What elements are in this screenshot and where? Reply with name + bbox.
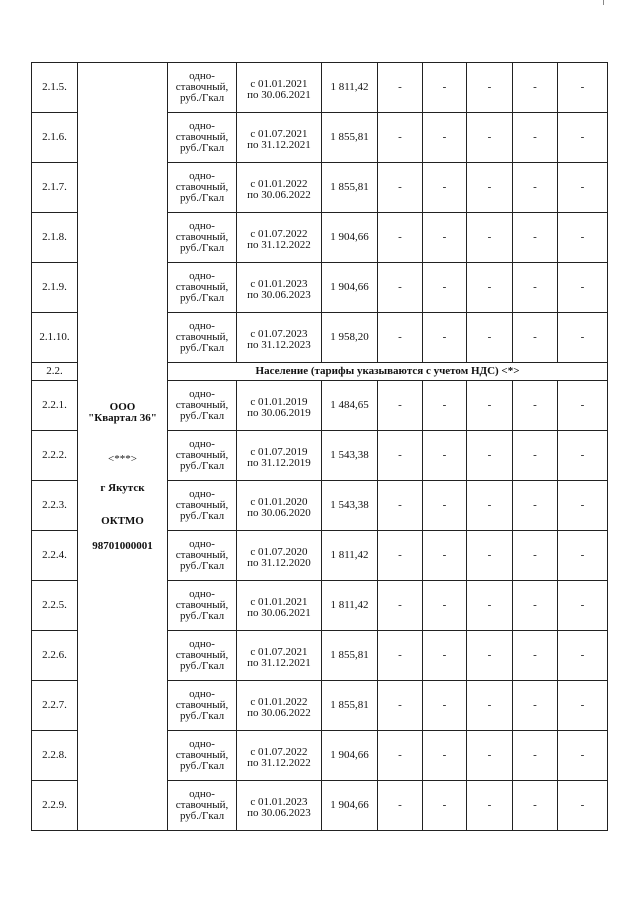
tariff-type-cell xyxy=(168,381,237,431)
tariff-type-line: руб./Гкал xyxy=(179,559,225,572)
tariff-type-line: ставочный, xyxy=(175,748,229,761)
tariff-type-line: руб./Гкал xyxy=(179,409,225,422)
row-number: 2.1.7. xyxy=(32,163,78,213)
tariff-value: 1 811,42 xyxy=(322,63,378,113)
tariff-type-line: руб./Гкал xyxy=(179,241,225,254)
empty-value-cell: - xyxy=(378,681,423,731)
tariff-type-cell xyxy=(168,263,237,313)
period-from: с 01.01.2019 xyxy=(250,395,308,408)
tariff-type-line: одно- xyxy=(189,169,215,182)
holder-city: г Якутск xyxy=(100,481,145,494)
period-from: с 01.01.2022 xyxy=(250,177,308,190)
empty-value-cell: - xyxy=(423,163,467,213)
tariff-type-cell xyxy=(168,431,237,481)
empty-value-cell: - xyxy=(558,263,608,313)
holder-note: <***> xyxy=(108,452,137,465)
row-number: 2.2.4. xyxy=(32,531,78,581)
tariff-type-line: ставочный, xyxy=(175,648,229,661)
row-number: 2.2.2. xyxy=(32,431,78,481)
empty-value-cell: - xyxy=(423,263,467,313)
empty-value-cell: - xyxy=(513,731,558,781)
empty-value-cell: - xyxy=(467,781,513,831)
tariff-value: 1 958,20 xyxy=(322,313,378,363)
row-number: 2.1.5. xyxy=(32,63,78,113)
period-cell xyxy=(237,481,322,531)
tariff-type-line: руб./Гкал xyxy=(179,659,225,672)
period-from: с 01.01.2022 xyxy=(250,695,308,708)
holder-name: "Квартал 36" xyxy=(88,411,157,424)
period-to: по 30.06.2022 xyxy=(247,188,311,201)
tariff-type-cell xyxy=(168,313,237,363)
tariff-type-line: одно- xyxy=(189,687,215,700)
empty-value-cell: - xyxy=(467,631,513,681)
period-from: с 01.01.2021 xyxy=(250,77,308,90)
holder-org: ООО xyxy=(109,400,136,413)
row-number: 2.2.7. xyxy=(32,681,78,731)
period-to: по 31.12.2019 xyxy=(247,456,311,469)
empty-value-cell: - xyxy=(558,313,608,363)
period-to: по 31.12.2022 xyxy=(247,238,311,251)
empty-value-cell: - xyxy=(423,63,467,113)
empty-value-cell: - xyxy=(558,731,608,781)
period-cell xyxy=(237,431,322,481)
tariff-type-line: одно- xyxy=(189,119,215,132)
tariff-value: 1 811,42 xyxy=(322,581,378,631)
empty-value-cell: - xyxy=(423,313,467,363)
tariff-type-line: ставочный, xyxy=(175,230,229,243)
tariff-value: 1 484,65 xyxy=(322,381,378,431)
row-number: 2.1.9. xyxy=(32,263,78,313)
empty-value-cell: - xyxy=(513,681,558,731)
empty-value-cell: - xyxy=(558,681,608,731)
empty-value-cell: - xyxy=(558,481,608,531)
tariff-type-line: ставочный, xyxy=(175,498,229,511)
empty-value-cell: - xyxy=(513,481,558,531)
empty-value-cell: - xyxy=(558,381,608,431)
period-to: по 30.06.2020 xyxy=(247,506,311,519)
tariff-value: 1 904,66 xyxy=(322,213,378,263)
tariff-type-cell xyxy=(168,681,237,731)
tariff-type-line: руб./Гкал xyxy=(179,509,225,522)
tariff-type-line: руб./Гкал xyxy=(179,809,225,822)
empty-value-cell: - xyxy=(467,213,513,263)
empty-value-cell: - xyxy=(513,781,558,831)
period-cell xyxy=(237,731,322,781)
period-cell xyxy=(237,381,322,431)
tariff-type-line: ставочный, xyxy=(175,398,229,411)
section-number: 2.2. xyxy=(32,363,78,381)
tariff-value: 1 543,38 xyxy=(322,481,378,531)
tariff-value: 1 904,66 xyxy=(322,731,378,781)
empty-value-cell: - xyxy=(423,213,467,263)
empty-value-cell: - xyxy=(378,781,423,831)
row-number: 2.2.6. xyxy=(32,631,78,681)
period-from: с 01.07.2021 xyxy=(250,127,308,140)
tariff-type-line: ставочный, xyxy=(175,330,229,343)
tariff-type-cell xyxy=(168,731,237,781)
tariff-type-line: одно- xyxy=(189,637,215,650)
tariff-type-line: одно- xyxy=(189,69,215,82)
holder-oktmo-code: 98701000001 xyxy=(92,539,153,552)
tariff-type-line: ставочный, xyxy=(175,798,229,811)
tariff-type-cell xyxy=(168,781,237,831)
empty-value-cell: - xyxy=(467,381,513,431)
period-to: по 31.12.2020 xyxy=(247,556,311,569)
period-cell xyxy=(237,63,322,113)
period-from: с 01.07.2022 xyxy=(250,227,308,240)
period-from: с 01.07.2019 xyxy=(250,445,308,458)
period-from: с 01.01.2020 xyxy=(250,495,308,508)
tariff-type-line: одно- xyxy=(189,737,215,750)
tariff-type-line: ставочный, xyxy=(175,698,229,711)
empty-value-cell: - xyxy=(467,681,513,731)
empty-value-cell: - xyxy=(513,63,558,113)
tariff-type-line: руб./Гкал xyxy=(179,91,225,104)
period-cell xyxy=(237,581,322,631)
empty-value-cell: - xyxy=(513,631,558,681)
period-cell xyxy=(237,781,322,831)
period-to: по 31.12.2021 xyxy=(247,138,311,151)
tariff-type-line: одно- xyxy=(189,587,215,600)
period-from: с 01.07.2022 xyxy=(250,745,308,758)
tariff-value: 1 811,42 xyxy=(322,531,378,581)
tariff-type-line: одно- xyxy=(189,437,215,450)
empty-value-cell: - xyxy=(378,631,423,681)
empty-value-cell: - xyxy=(513,213,558,263)
empty-value-cell: - xyxy=(467,113,513,163)
empty-value-cell: - xyxy=(378,531,423,581)
empty-value-cell: - xyxy=(423,681,467,731)
tariff-type-line: ставочный, xyxy=(175,180,229,193)
empty-value-cell: - xyxy=(467,481,513,531)
empty-value-cell: - xyxy=(378,431,423,481)
period-from: с 01.07.2020 xyxy=(250,545,308,558)
period-cell xyxy=(237,313,322,363)
tariff-value: 1 855,81 xyxy=(322,681,378,731)
tariff-type-cell xyxy=(168,581,237,631)
tariff-value: 1 904,66 xyxy=(322,781,378,831)
period-to: по 31.12.2021 xyxy=(247,656,311,669)
tariff-value: 1 855,81 xyxy=(322,163,378,213)
tariff-type-line: ставочный, xyxy=(175,80,229,93)
tariff-type-line: руб./Гкал xyxy=(179,191,225,204)
period-to: по 31.12.2022 xyxy=(247,756,311,769)
tariff-type-cell xyxy=(168,631,237,681)
tariff-type-line: одно- xyxy=(189,269,215,282)
period-to: по 30.06.2019 xyxy=(247,406,311,419)
empty-value-cell: - xyxy=(423,581,467,631)
period-cell xyxy=(237,213,322,263)
row-number: 2.1.8. xyxy=(32,213,78,263)
period-to: по 30.06.2021 xyxy=(247,606,311,619)
tariff-value: 1 855,81 xyxy=(322,631,378,681)
empty-value-cell: - xyxy=(513,531,558,581)
empty-value-cell: - xyxy=(558,631,608,681)
tariff-type-line: одно- xyxy=(189,219,215,232)
tariff-type-line: ставочный, xyxy=(175,548,229,561)
holder-oktmo-label: ОКТМО xyxy=(101,514,144,527)
empty-value-cell: - xyxy=(378,63,423,113)
tariff-type-line: руб./Гкал xyxy=(179,609,225,622)
tariff-type-line: руб./Гкал xyxy=(179,291,225,304)
period-cell xyxy=(237,681,322,731)
holder-cell xyxy=(78,63,168,831)
tariff-type-line: ставочный, xyxy=(175,448,229,461)
empty-value-cell: - xyxy=(467,531,513,581)
empty-value-cell: - xyxy=(558,163,608,213)
empty-value-cell: - xyxy=(423,781,467,831)
empty-value-cell: - xyxy=(558,531,608,581)
empty-value-cell: - xyxy=(513,431,558,481)
tariff-value: 1 904,66 xyxy=(322,263,378,313)
period-to: по 31.12.2023 xyxy=(247,338,311,351)
empty-value-cell: - xyxy=(423,113,467,163)
tariff-table-body xyxy=(32,63,608,831)
tariff-type-cell xyxy=(168,163,237,213)
empty-value-cell: - xyxy=(378,731,423,781)
row-number: 2.2.3. xyxy=(32,481,78,531)
empty-value-cell: - xyxy=(423,631,467,681)
empty-value-cell: - xyxy=(378,163,423,213)
empty-value-cell: - xyxy=(513,381,558,431)
tariff-type-line: одно- xyxy=(189,537,215,550)
empty-value-cell: - xyxy=(378,581,423,631)
empty-value-cell: - xyxy=(378,313,423,363)
period-from: с 01.01.2023 xyxy=(250,277,308,290)
empty-value-cell: - xyxy=(467,313,513,363)
row-number: 2.1.10. xyxy=(32,313,78,363)
tariff-type-cell xyxy=(168,531,237,581)
empty-value-cell: - xyxy=(558,781,608,831)
period-cell xyxy=(237,631,322,681)
tariff-value: 1 855,81 xyxy=(322,113,378,163)
tariff-type-cell xyxy=(168,481,237,531)
empty-value-cell: - xyxy=(378,213,423,263)
table-row xyxy=(32,63,608,113)
empty-value-cell: - xyxy=(513,113,558,163)
period-cell xyxy=(237,113,322,163)
period-to: по 30.06.2023 xyxy=(247,806,311,819)
empty-value-cell: - xyxy=(558,63,608,113)
period-from: с 01.01.2023 xyxy=(250,795,308,808)
period-cell xyxy=(237,263,322,313)
empty-value-cell: - xyxy=(423,431,467,481)
empty-value-cell: - xyxy=(423,731,467,781)
tariff-type-line: руб./Гкал xyxy=(179,141,225,154)
section-title: Население (тарифы указываются с учетом НДС) <*> xyxy=(168,363,608,381)
tariff-type-line: руб./Гкал xyxy=(179,759,225,772)
empty-value-cell: - xyxy=(467,63,513,113)
empty-value-cell: - xyxy=(378,113,423,163)
empty-value-cell: - xyxy=(513,313,558,363)
empty-value-cell: - xyxy=(467,731,513,781)
empty-value-cell: - xyxy=(423,481,467,531)
row-number: 2.2.8. xyxy=(32,731,78,781)
period-from: с 01.07.2021 xyxy=(250,645,308,658)
empty-value-cell: - xyxy=(467,163,513,213)
period-cell xyxy=(237,163,322,213)
empty-value-cell: - xyxy=(378,381,423,431)
row-number: 2.2.5. xyxy=(32,581,78,631)
page-corner-mark xyxy=(603,0,604,5)
empty-value-cell: - xyxy=(558,431,608,481)
empty-value-cell: - xyxy=(558,113,608,163)
tariff-type-line: одно- xyxy=(189,787,215,800)
empty-value-cell: - xyxy=(513,581,558,631)
tariff-table xyxy=(31,62,608,831)
period-from: с 01.01.2021 xyxy=(250,595,308,608)
period-to: по 30.06.2021 xyxy=(247,88,311,101)
empty-value-cell: - xyxy=(467,431,513,481)
empty-value-cell: - xyxy=(423,531,467,581)
row-number: 2.2.9. xyxy=(32,781,78,831)
tariff-type-line: одно- xyxy=(189,387,215,400)
tariff-type-line: ставочный, xyxy=(175,598,229,611)
empty-value-cell: - xyxy=(558,213,608,263)
empty-value-cell: - xyxy=(378,481,423,531)
tariff-type-cell xyxy=(168,63,237,113)
empty-value-cell: - xyxy=(558,581,608,631)
empty-value-cell: - xyxy=(513,263,558,313)
tariff-type-line: одно- xyxy=(189,319,215,332)
tariff-type-line: руб./Гкал xyxy=(179,459,225,472)
period-to: по 30.06.2023 xyxy=(247,288,311,301)
row-number: 2.2.1. xyxy=(32,381,78,431)
empty-value-cell: - xyxy=(467,263,513,313)
tariff-type-line: одно- xyxy=(189,487,215,500)
tariff-type-line: руб./Гкал xyxy=(179,709,225,722)
empty-value-cell: - xyxy=(513,163,558,213)
empty-value-cell: - xyxy=(378,263,423,313)
row-number: 2.1.6. xyxy=(32,113,78,163)
tariff-type-line: руб./Гкал xyxy=(179,341,225,354)
tariff-type-line: ставочный, xyxy=(175,130,229,143)
empty-value-cell: - xyxy=(423,381,467,431)
empty-value-cell: - xyxy=(467,581,513,631)
tariff-value: 1 543,38 xyxy=(322,431,378,481)
tariff-type-cell xyxy=(168,213,237,263)
tariff-type-line: ставочный, xyxy=(175,280,229,293)
period-cell xyxy=(237,531,322,581)
period-to: по 30.06.2022 xyxy=(247,706,311,719)
tariff-type-cell xyxy=(168,113,237,163)
period-from: с 01.07.2023 xyxy=(250,327,308,340)
